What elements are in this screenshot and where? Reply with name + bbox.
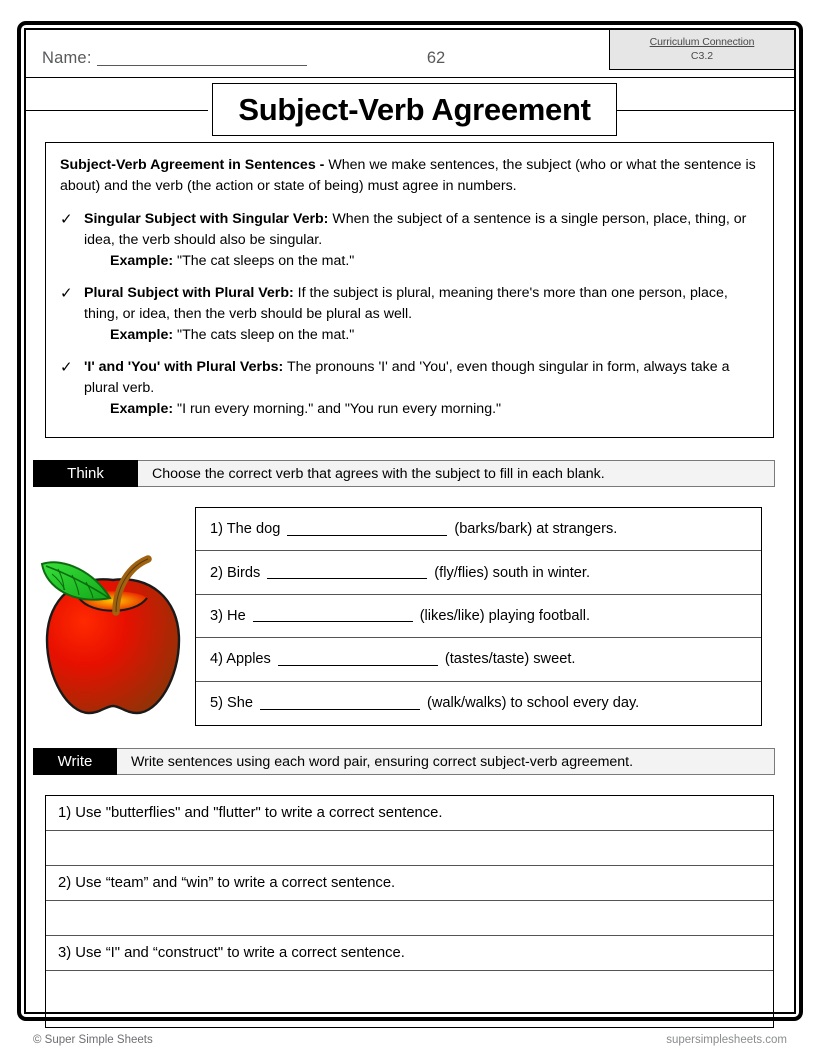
- question-suffix: (walk/walks) to school every day.: [427, 695, 640, 712]
- write-prompt: 2) Use “team” and “win” to write a correct sentence.: [46, 866, 773, 901]
- name-blank-line[interactable]: [97, 50, 307, 66]
- think-questions-table: [195, 507, 762, 726]
- apple-illustration: [36, 545, 191, 735]
- worksheet-title-box: [212, 83, 617, 136]
- lesson-bullet-body: [84, 357, 759, 420]
- lesson-example-text: "The cat sleeps on the mat.": [173, 253, 355, 270]
- name-label: Name:: [42, 48, 92, 67]
- answer-blank[interactable]: [287, 523, 447, 536]
- page-header: [26, 30, 794, 130]
- lesson-bullet-text: When the subject of a sentence is a single person, place, thing, or idea, the verb should also be singular.: [84, 211, 747, 249]
- check-icon: ✓: [60, 211, 73, 229]
- think-section-instruction: Choose the correct verb that agrees with the subject to fill in each blank.: [138, 460, 775, 487]
- lesson-bullet: [60, 283, 759, 346]
- question-row[interactable]: [196, 508, 761, 551]
- question-suffix: (barks/bark) at strangers.: [454, 521, 618, 538]
- lesson-bullet: [60, 357, 759, 420]
- lesson-lead-bold: Subject-Verb Agreement in Sentences -: [60, 157, 325, 173]
- write-answer-line[interactable]: [46, 971, 773, 1027]
- question-suffix: (tastes/taste) sweet.: [444, 651, 576, 668]
- think-section-tab: Think: [33, 460, 138, 487]
- question-prefix: 3) He: [210, 607, 246, 624]
- name-field-row: [42, 42, 642, 74]
- apple-svg: [36, 545, 191, 735]
- lesson-bullet-body: [84, 209, 759, 272]
- lesson-example-text: "The cats sleep on the mat.": [173, 327, 355, 344]
- question-row[interactable]: [196, 551, 761, 594]
- write-section-instruction: Write sentences using each word pair, ensuring correct subject-verb agreement.: [117, 748, 775, 775]
- write-prompt: 3) Use “I" and “construct" to write a correct sentence.: [46, 936, 773, 971]
- write-prompt: 1) Use "butterflies" and "flutter" to write a correct sentence.: [46, 796, 773, 831]
- page-footer: [0, 1034, 820, 1058]
- write-prompts-table: [45, 795, 774, 1028]
- footer-copyright: © Super Simple Sheets: [33, 1034, 153, 1046]
- lesson-bullet-body: [84, 283, 759, 346]
- lesson-example: [110, 251, 759, 272]
- lesson-bullet-text: The pronouns 'I' and 'You', even though singular in form, always take a plural verb.: [84, 359, 730, 397]
- question-prefix: 4) Apples: [210, 651, 271, 668]
- footer-website: supersimplesheets.com: [666, 1034, 787, 1046]
- question-row[interactable]: [196, 638, 761, 681]
- lesson-lead-text: When we make sentences, the subject (who or what the sentence is about) and the verb (the action or state of being) must agree in numbers.: [60, 157, 756, 195]
- answer-blank[interactable]: [253, 609, 413, 622]
- lesson-example-label: Example:: [110, 253, 174, 270]
- lesson-bullet-title: Plural Subject with Plural Verb:: [84, 285, 294, 302]
- answer-blank[interactable]: [267, 566, 427, 579]
- lesson-lead-paragraph: [60, 155, 759, 197]
- curriculum-badge-code: C3.2: [690, 49, 714, 62]
- lesson-bullet-text: If the subject is plural, meaning there's more than one person, place, thing, or idea, then the verb should be plural as well.: [84, 285, 728, 323]
- page-title: Subject-Verb Agreement: [238, 91, 591, 127]
- write-section-bar: [33, 748, 775, 775]
- write-section-tab: Write: [33, 748, 117, 775]
- page-number: 62: [426, 48, 446, 67]
- question-suffix: (likes/like) playing football.: [419, 607, 591, 624]
- write-answer-line[interactable]: [46, 831, 773, 866]
- think-section-bar: [33, 460, 775, 487]
- lesson-example: [110, 325, 759, 346]
- lesson-example: [110, 399, 759, 420]
- lesson-example-label: Example:: [110, 327, 174, 344]
- question-row[interactable]: [196, 595, 761, 638]
- check-icon: ✓: [60, 359, 73, 377]
- question-suffix: (fly/flies) south in winter.: [434, 564, 591, 581]
- header-divider-line: [26, 77, 794, 78]
- lesson-bullet: [60, 209, 759, 272]
- lesson-info-box: [45, 142, 774, 438]
- answer-blank[interactable]: [278, 653, 438, 666]
- question-prefix: 1) The dog: [210, 521, 281, 538]
- write-answer-line[interactable]: [46, 901, 773, 936]
- question-prefix: 2) Birds: [210, 564, 261, 581]
- title-rule-left: [26, 110, 208, 111]
- check-icon: ✓: [60, 285, 73, 303]
- question-prefix: 5) She: [210, 695, 253, 712]
- question-row[interactable]: [196, 682, 761, 725]
- curriculum-badge-title: Curriculum Connection: [649, 36, 755, 49]
- lesson-example-text: "I run every morning." and "You run every morning.": [173, 401, 502, 418]
- lesson-bullet-title: 'I' and 'You' with Plural Verbs:: [84, 359, 284, 376]
- answer-blank[interactable]: [260, 697, 420, 710]
- lesson-example-label: Example:: [110, 401, 174, 418]
- lesson-bullet-title: Singular Subject with Singular Verb:: [84, 211, 329, 228]
- title-rule-right: [615, 110, 794, 111]
- curriculum-connection-badge: [609, 30, 794, 70]
